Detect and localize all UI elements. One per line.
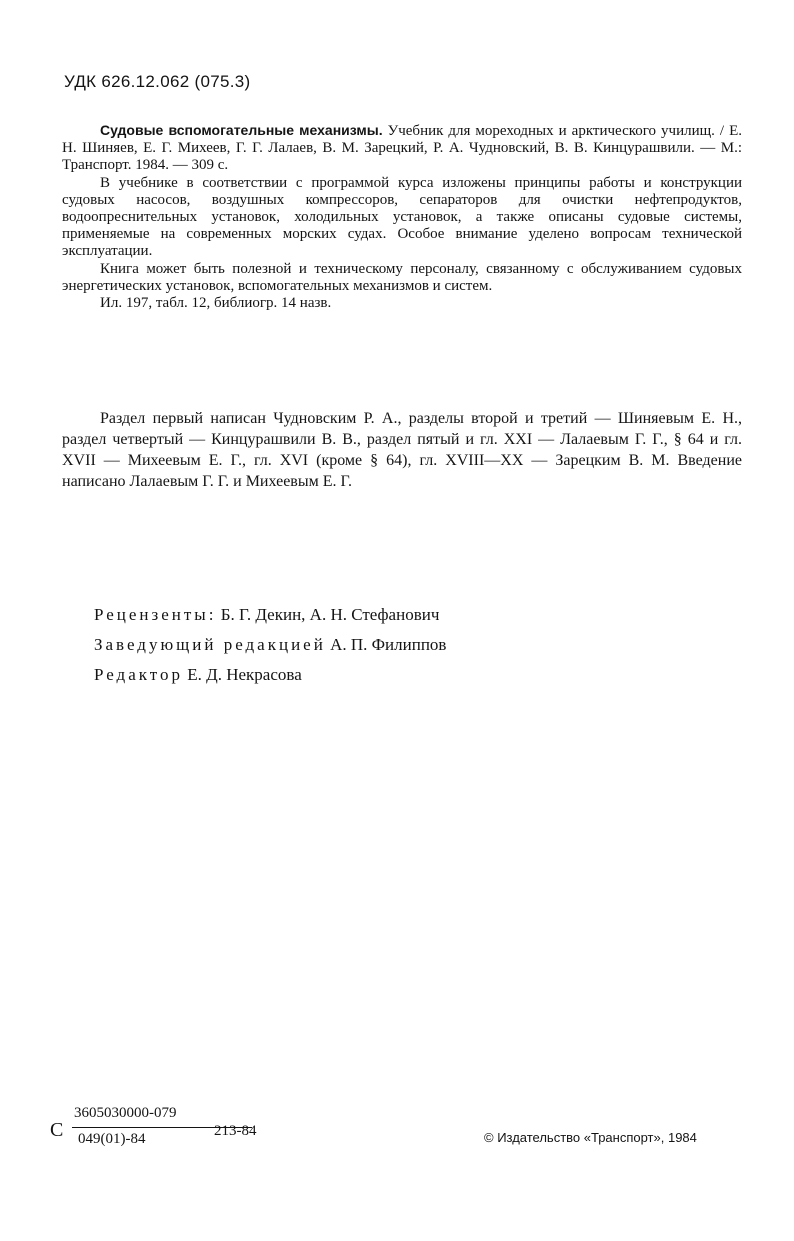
book-citation: Учебник для мореходных и арктического училищ. / Е. Н. Шиняев, Е. Г. Михеев, Г. Г. Лалаев, В. М. Зарецкий, Р. А. Чудновский, В. В. Кинцурашвили. — М.: Транспорт. 1984. — 309 с. [62,123,743,174]
editorial-credits [94,600,694,690]
index-code-suffix: 213-84 [214,1123,257,1139]
authors-note-text: Раздел первый написан Чудновским Р. А., разделы второй и третий — Шиняевым Е. Н., раздел четвертый — Кинцурашвили В. В., раздел пятый и гл. XXI — Лалаевым Г. Г., § 64 и гл. XVII — Михеевым Е. Г., гл. XVI (кроме § 64), гл. XVIII—XX — Зарецким В. М. Введение написано Лалаевым Г. Г. и Михеевым Е. Г. [62,410,742,490]
credit-names: Б. Г. Декин, А. Н. Стефанович [220,605,440,624]
credit-names: Е. Д. Некрасова [187,665,302,684]
abstract-paragraph-audience: Книга может быть полезной и техническому персоналу, связанному с обслуживанием судовых энергетических установок, вспомогательных механизмов и систем. [62,260,742,294]
bibliographic-abstract [62,122,742,312]
credit-role: Рецензенты: [94,605,217,624]
credit-names: А. П. Филиппов [330,635,447,654]
credit-editor [94,660,694,690]
abstract-paragraph-content: В учебнике в соответствии с программой курса изложены принципы работы и конструкции судовых насосов, воздушных компрессоров, сепараторов для очистки нефтепродуктов, водоопреснительных установок, холодильных установок, а также описаны судовые системы, применяемые на современных морских судах. Особое внимание уделено вопросам технической эксплуатации. [62,174,742,260]
index-code-letter: С [50,1119,64,1141]
index-code-numerator: 3605030000-079 [74,1105,177,1121]
publication-index-code [50,1105,290,1155]
index-code-denominator: 049(01)-84 [78,1131,146,1147]
book-title: Судовые вспомогательные механизмы. [100,122,383,138]
abstract-citation-paragraph [62,122,742,175]
authors-contribution-note [62,408,742,492]
abstract-paragraph-stats: Ил. 197, табл. 12, библиогр. 14 назв. [100,295,332,312]
credit-role: Заведующий редакцией [94,635,326,654]
udk-code: УДК 626.12.062 (075.3) [64,72,251,91]
copyright-notice: © Издательство «Транспорт», 1984 [484,1130,697,1145]
credit-role: Редактор [94,665,183,684]
credit-reviewers [94,600,694,630]
credit-editor-in-charge [94,630,694,660]
